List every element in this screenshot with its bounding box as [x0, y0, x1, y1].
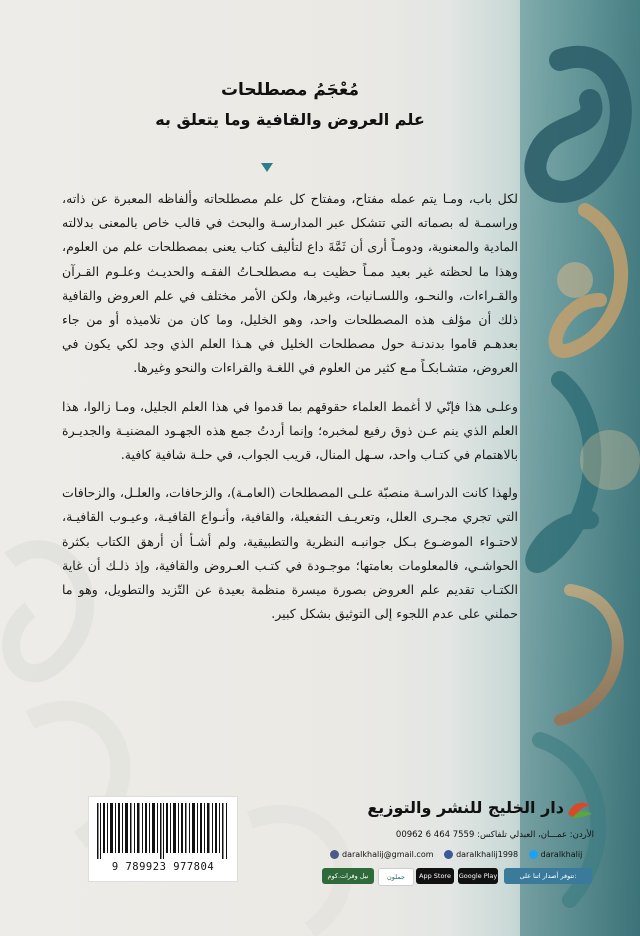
store-badge-jamalon[interactable]: جملون [378, 868, 414, 886]
triangle-divider-icon [261, 163, 273, 172]
email-contact[interactable] [330, 850, 434, 859]
store-badge-nwf[interactable]: نيل وفرات.كوم [322, 868, 374, 884]
facebook-text: daralkhalij1998 [456, 850, 519, 859]
publisher-logo-icon [564, 796, 594, 822]
store-badge-appstore[interactable]: App Store [416, 868, 454, 884]
availability-label: تتوفر أصدار اتنا على: [504, 868, 592, 884]
email-text: daralkhalij@gmail.com [342, 850, 434, 859]
publisher-address: الأردن: عمـــان، العبدلي تلفاكس: 7559 464 6 00962 [395, 830, 594, 840]
barcode-block [88, 796, 238, 882]
publisher-name: دار الخليج للنشر والتوزيع [367, 798, 564, 817]
book-title: مُعْجَمُ مصطلحات [220, 80, 360, 100]
email-icon [330, 850, 339, 859]
book-subtitle: علم العروض والقافية وما يتعلق به [155, 110, 425, 129]
twitter-text: daralkhalij [540, 850, 583, 859]
store-badge-googleplay[interactable]: Google Play [458, 868, 498, 884]
blurb-paragraph: لكل باب، ومـا يتم عمله مفتاح، ومفتاح كل علم مصطلحاته وألفاظه المعبرة عن ذاته، وراسمـة له بصماته التي تتشكل عبر المدارسـة والبحث في قالب خاص بالمعنى بدلالته المادية والمعنوية، ودومـاً أرى أن ثَمَّةَ داع لتأليف كتاب يعنى بمصطلحات علم من العلوم، وهذا ما لحظته غير بعيد ممـاً حظيت بـه مصطلحـاتُ الفقـه والحديـث وعلـوم القـرآن والقـراءات، والنحـو، واللسـانيات، وغيرها، ولكن الأمر مختلف في علم العروض والقافية ذلك أن مؤلف هذه المصطلحات واحد، وهو الخليل، وما كان من تلاميذه أو من جاء بعدهـم قاموا بدندنـة حول مصطلحات الخليل في هـذا العلم الذي وجد لكي يكون في العروض، متشـابكـاً مـع كثير من العلوم في اللغـة والقراءات والنحو وغيرها. [62, 191, 518, 376]
twitter-contact[interactable] [529, 850, 583, 859]
facebook-icon [444, 850, 453, 859]
isbn-number: 9 789923 977804 [111, 861, 215, 873]
facebook-contact[interactable] [444, 850, 518, 859]
title-block [120, 80, 460, 129]
barcode-icon [95, 803, 231, 859]
blurb-paragraph: وعلـى هذا فإنّي لا أغمط العلماء حقوقهم بما قدموا في هذا العلم الجليل، ومـا زالوا، هذا العلم الذي ينم عـن ذوق رفيع لمخبره؛ وإنما أردتُ جمع هذه الجهـود المضنيـة والجديـرة بالاهتمام في كتـاب واحد، سـهل المنال، قريب الجواب، في حلـة شافية كافية. [62, 398, 518, 463]
stores-row [322, 868, 602, 890]
blurb [62, 187, 518, 640]
twitter-icon [529, 850, 538, 859]
publisher-contacts [330, 850, 600, 861]
blurb-paragraph: ولهذا كانت الدراسـة منصبّة علـى المصطلحات (العامـة)، والزحافات، والعلـل، والزحافات التي تجري مجـرى العلل، وتعريـف التفعيلة، والقافية، وأنـواع القافيـة، وعيـوب القافيـة، لاحتـواء الموضـوع بـكل جوانبـه النظرية والتطبيقية، ولم أشـأ أن أرهق الكتاب بكثرة الحواشـي، فالمعلومات بعامتها؛ موجـودة في كتـب العـروض والقافية، وإذ ذلـك أن غاية الكتـاب تقديم علم العروض بصورة ميسرة منظمة بعيدة عن التّزيد والتطويل، وهو ما حملني على عدم اللجوء إلى التوثيق بشكل كبير. [62, 485, 518, 622]
